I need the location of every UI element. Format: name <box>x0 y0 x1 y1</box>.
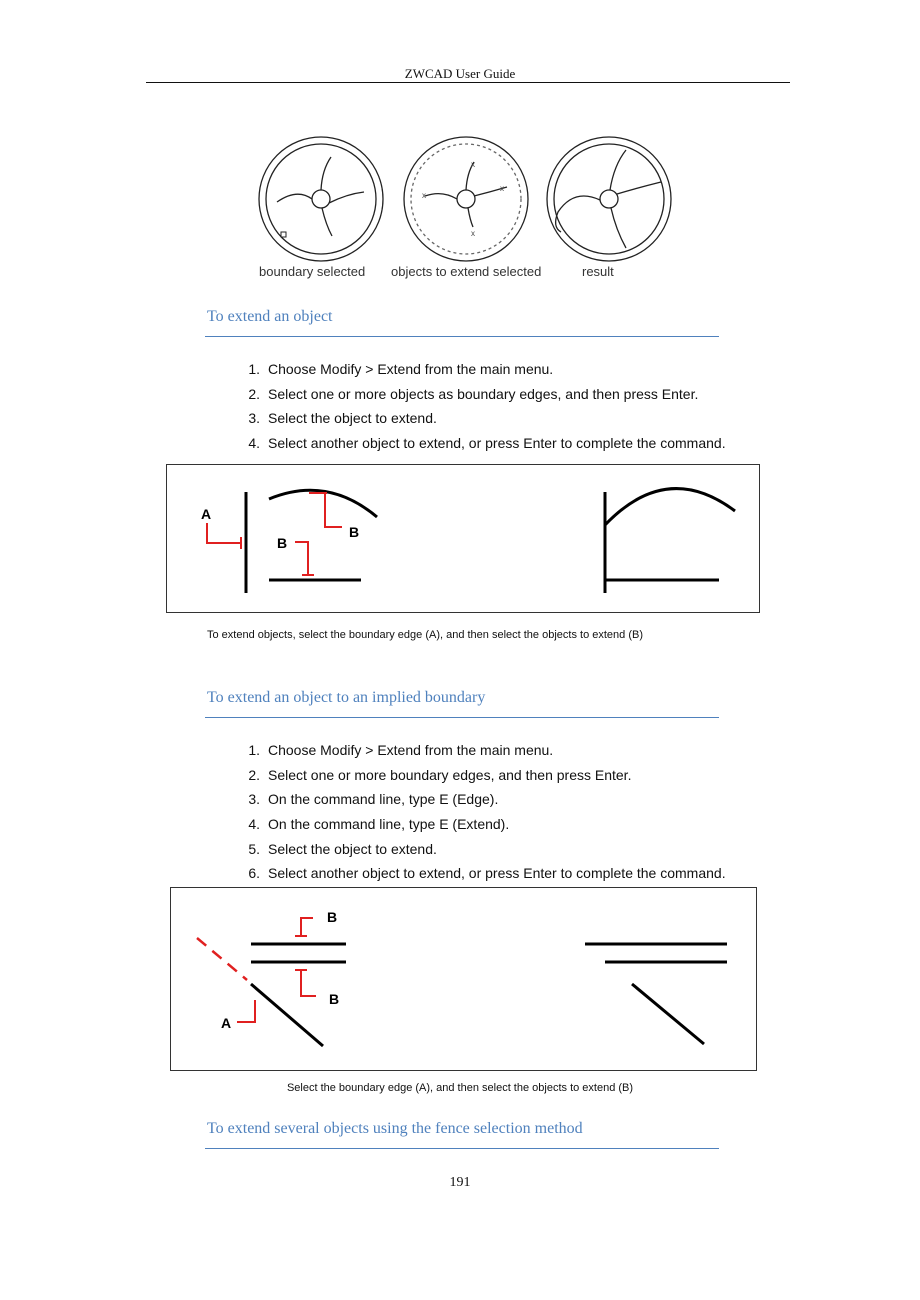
list-item: 1. Choose Modify > Extend from the main menu. <box>248 361 554 377</box>
section-heading-rule <box>205 336 719 337</box>
label-b: B <box>349 524 360 540</box>
svg-text:x: x <box>422 191 426 200</box>
section-heading-rule <box>205 1148 719 1149</box>
label-b: B <box>277 535 288 551</box>
label-a: A <box>201 506 212 522</box>
label-boundary-selected: boundary selected <box>259 264 366 279</box>
list-item: 2. Select one or more boundary edges, and then press Enter. <box>248 766 632 783</box>
boundary-selected-drawing <box>259 137 383 261</box>
list-item: 4. On the command line, type E (Extend). <box>248 816 510 833</box>
result-arc <box>605 489 735 525</box>
objects-to-extend-drawing <box>404 137 528 261</box>
page-number: 191 <box>449 1175 471 1190</box>
list-item: 3. On the command line, type E (Edge). <box>248 791 499 808</box>
section-heading-extend-object: To extend an object <box>207 308 333 325</box>
extend-object-diagram <box>167 465 758 611</box>
implied-boundary-diagram <box>171 888 755 1069</box>
header-rule <box>146 82 790 83</box>
list-item: 1. Choose Modify > Extend from the main menu. <box>248 742 554 758</box>
label-b: B <box>327 909 338 925</box>
list-item: 2. Select one or more objects as boundary edges, and then press Enter. <box>248 385 699 402</box>
implied-boundary-extension <box>197 938 247 980</box>
implied-boundary-steps <box>240 740 800 888</box>
arc-object <box>269 490 377 517</box>
figure-caption: Select the boundary edge (A), and then select the objects to extend (B) <box>286 1082 634 1094</box>
svg-text:x: x <box>500 184 504 193</box>
extend-object-steps <box>240 359 800 458</box>
extend-object-figure <box>166 464 760 613</box>
label-objects-to-extend-selected: objects to extend selected <box>391 264 542 279</box>
label-b: B <box>329 991 340 1007</box>
extend-circles-figure <box>252 130 672 285</box>
section-heading-rule <box>205 717 719 718</box>
implied-boundary-figure <box>170 887 757 1071</box>
page-header-title: ZWCAD User Guide <box>404 66 516 81</box>
result-drawing <box>547 137 671 261</box>
section-heading-fence-selection: To extend several objects using the fence selection method <box>207 1120 583 1137</box>
list-item: 4. Select another object to extend, or press Enter to complete the command. <box>248 435 726 452</box>
label-result: result <box>582 264 614 279</box>
label-a: A <box>221 1015 232 1031</box>
list-item: 5. Select the object to extend. <box>248 840 437 857</box>
section-heading-implied-boundary: To extend an object to an implied boundary <box>207 689 486 706</box>
svg-text:x: x <box>471 229 475 238</box>
figure-caption: To extend objects, select the boundary edge (A), and then select the objects to extend (B) <box>207 629 643 641</box>
list-item: 3. Select the object to extend. <box>248 410 437 427</box>
svg-text:x: x <box>471 160 475 169</box>
list-item: 6. Select another object to extend, or press Enter to complete the command. <box>248 865 726 882</box>
diagonal-boundary <box>251 984 323 1046</box>
result-diagonal <box>632 984 704 1044</box>
